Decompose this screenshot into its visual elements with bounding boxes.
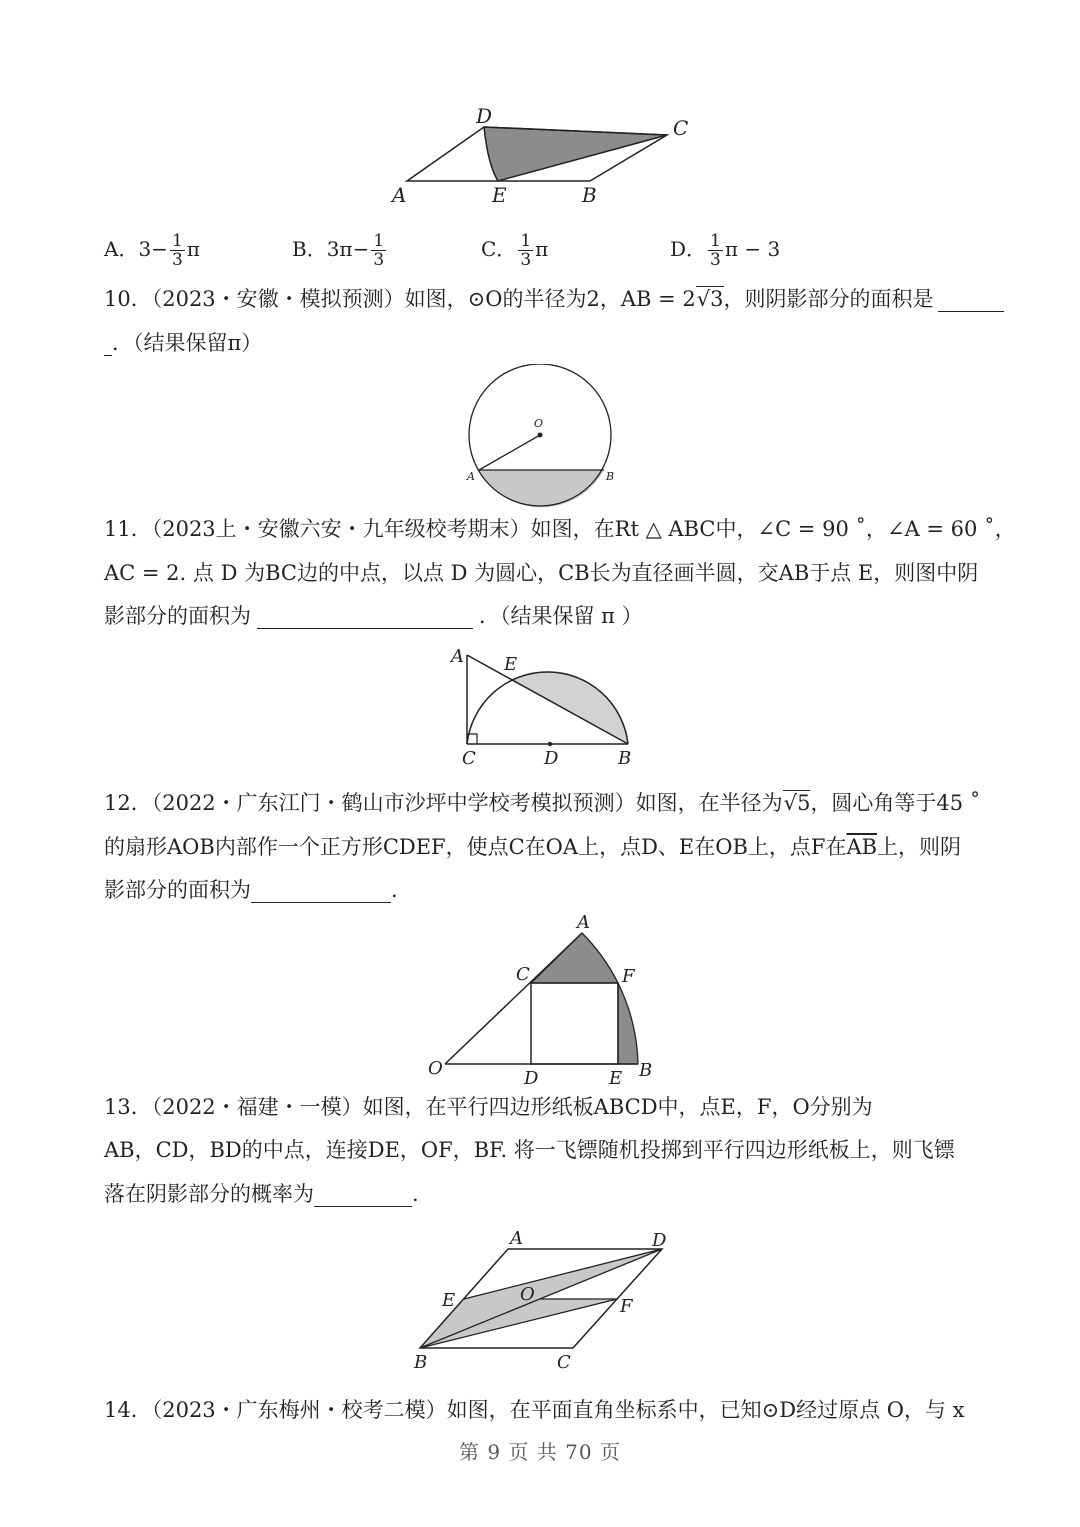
label-A: A (577, 912, 590, 933)
figure-q13 (400, 1222, 690, 1377)
figure-q11 (440, 640, 640, 770)
label-D: D (524, 1068, 539, 1088)
answer-blank-q11[interactable] (257, 608, 473, 629)
choice-a-post: π (186, 237, 200, 261)
label-A: A (510, 1228, 523, 1249)
label-C: C (516, 964, 530, 985)
label-C: C (462, 748, 476, 769)
choice-d (670, 232, 780, 269)
q10-radius-oa (479, 435, 540, 470)
label-E: E (504, 654, 518, 675)
answer-blank-q10-cont[interactable] (104, 335, 112, 356)
label-C: C (557, 1352, 571, 1373)
label-D: D (476, 105, 493, 128)
label-O: O (534, 417, 544, 430)
q11-shaded-region (510, 671, 628, 744)
choice-a-label: A． (104, 237, 139, 261)
q12-line-1: 12．（2022・广东江门・鹤山市沙坪中学校考模拟预测）如图，在半径为√5，圆心角等于45 ˚ (104, 791, 981, 815)
q10-shaded-segment (479, 470, 604, 507)
q12-square-cdef (531, 983, 618, 1064)
label-F: F (622, 966, 635, 987)
label-A: A (451, 646, 464, 667)
label-D: D (652, 1230, 667, 1251)
label-B: B (606, 470, 615, 483)
label-B: B (414, 1352, 428, 1373)
label-B: B (618, 748, 632, 769)
label-B: B (582, 183, 597, 207)
q13-line-3: 落在阴影部分的概率为 . (104, 1182, 419, 1206)
q11-line-2: AC = 2. 点 D 为BC边的中点，以点 D 为圆心，CB长为直径画半圆，交AB于点 E，则图中阴 (104, 561, 979, 585)
q10-line-1: 10．（2023・安徽・模拟预测）如图，⊙O的半径为2，AB = 2√3，则阴影部分的面积是 (104, 286, 1004, 312)
choice-c-fraction: $\frac{1}{3}$ (520, 231, 532, 270)
figure-q12 (420, 906, 670, 1088)
choice-a-pre: 3− (138, 237, 168, 261)
choice-b-pre: 3π− (326, 237, 370, 261)
q12-shaded-right (618, 983, 638, 1064)
q13-line-2: AB，CD，BD的中点，连接DE，OF，BF. 将一飞镖随机投掷到平行四边形纸板上，则飞镖 (104, 1138, 955, 1162)
choice-a (104, 232, 200, 269)
q11-line-3: 影部分的面积为 ．（结果保留 π ） (104, 604, 643, 628)
page-footer: 第 9 页 共 70 页 (459, 1440, 621, 1464)
q13-segment-de (464, 1249, 662, 1299)
choice-d-fraction: $\frac{1}{3}$ (710, 231, 721, 270)
q9-shaded-region (484, 127, 667, 181)
q12-radius-oa (445, 933, 582, 1064)
q13-line-1: 13．（2022・福建・一模）如图，在平行四边形纸板ABCD中，点E，F，O分别为 (104, 1095, 873, 1119)
label-C: C (673, 116, 689, 140)
choice-d-label: D． (670, 237, 707, 261)
choice-c (481, 232, 548, 269)
choice-c-label: C． (481, 237, 517, 261)
choice-b (292, 232, 388, 269)
figure-q9 (380, 105, 720, 210)
answer-blank-q13[interactable] (314, 1186, 412, 1207)
label-O: O (428, 1058, 443, 1079)
choice-c-post: π (535, 237, 549, 261)
figure-q10 (462, 364, 622, 509)
q10-center-dot (538, 433, 543, 438)
q11-line-1: 11．（2023上・安徽六安・九年级校考期末）如图，在Rt △ ABC中，∠C = 90 ˚，∠A = 60 ˚， (104, 517, 1016, 541)
choice-b-fraction: $\frac{1}{3}$ (373, 231, 385, 270)
label-E: E (609, 1068, 623, 1088)
label-A: A (392, 183, 407, 207)
answer-blank-q10[interactable] (938, 291, 1004, 312)
label-E: E (442, 1290, 456, 1311)
answer-blank-q12[interactable] (251, 882, 391, 903)
label-O: O (520, 1284, 535, 1305)
choice-b-label: B． (292, 237, 327, 261)
label-D: D (544, 748, 559, 769)
q10-line-2: ．（结果保留π） (104, 330, 262, 356)
choice-a-fraction: $\frac{1}{3}$ (171, 231, 183, 270)
q14-line-1: 14．（2023・广东梅州・校考二模）如图，在平面直角坐标系中，已知⊙D经过原点 O，与 x (104, 1398, 965, 1422)
label-E: E (492, 183, 507, 207)
q12-line-3: 影部分的面积为 . (104, 878, 398, 902)
q12-line-2: 的扇形AOB内部作一个正方形CDEF，使点C在OA上，点D、E在OB上，点F在$\overline{AB}$上，则阴 (104, 835, 962, 859)
label-F: F (620, 1296, 633, 1317)
label-B: B (639, 1060, 653, 1081)
choice-d-post: π − 3 (724, 237, 781, 261)
q11-point-d (548, 742, 552, 746)
label-A: A (467, 470, 475, 483)
